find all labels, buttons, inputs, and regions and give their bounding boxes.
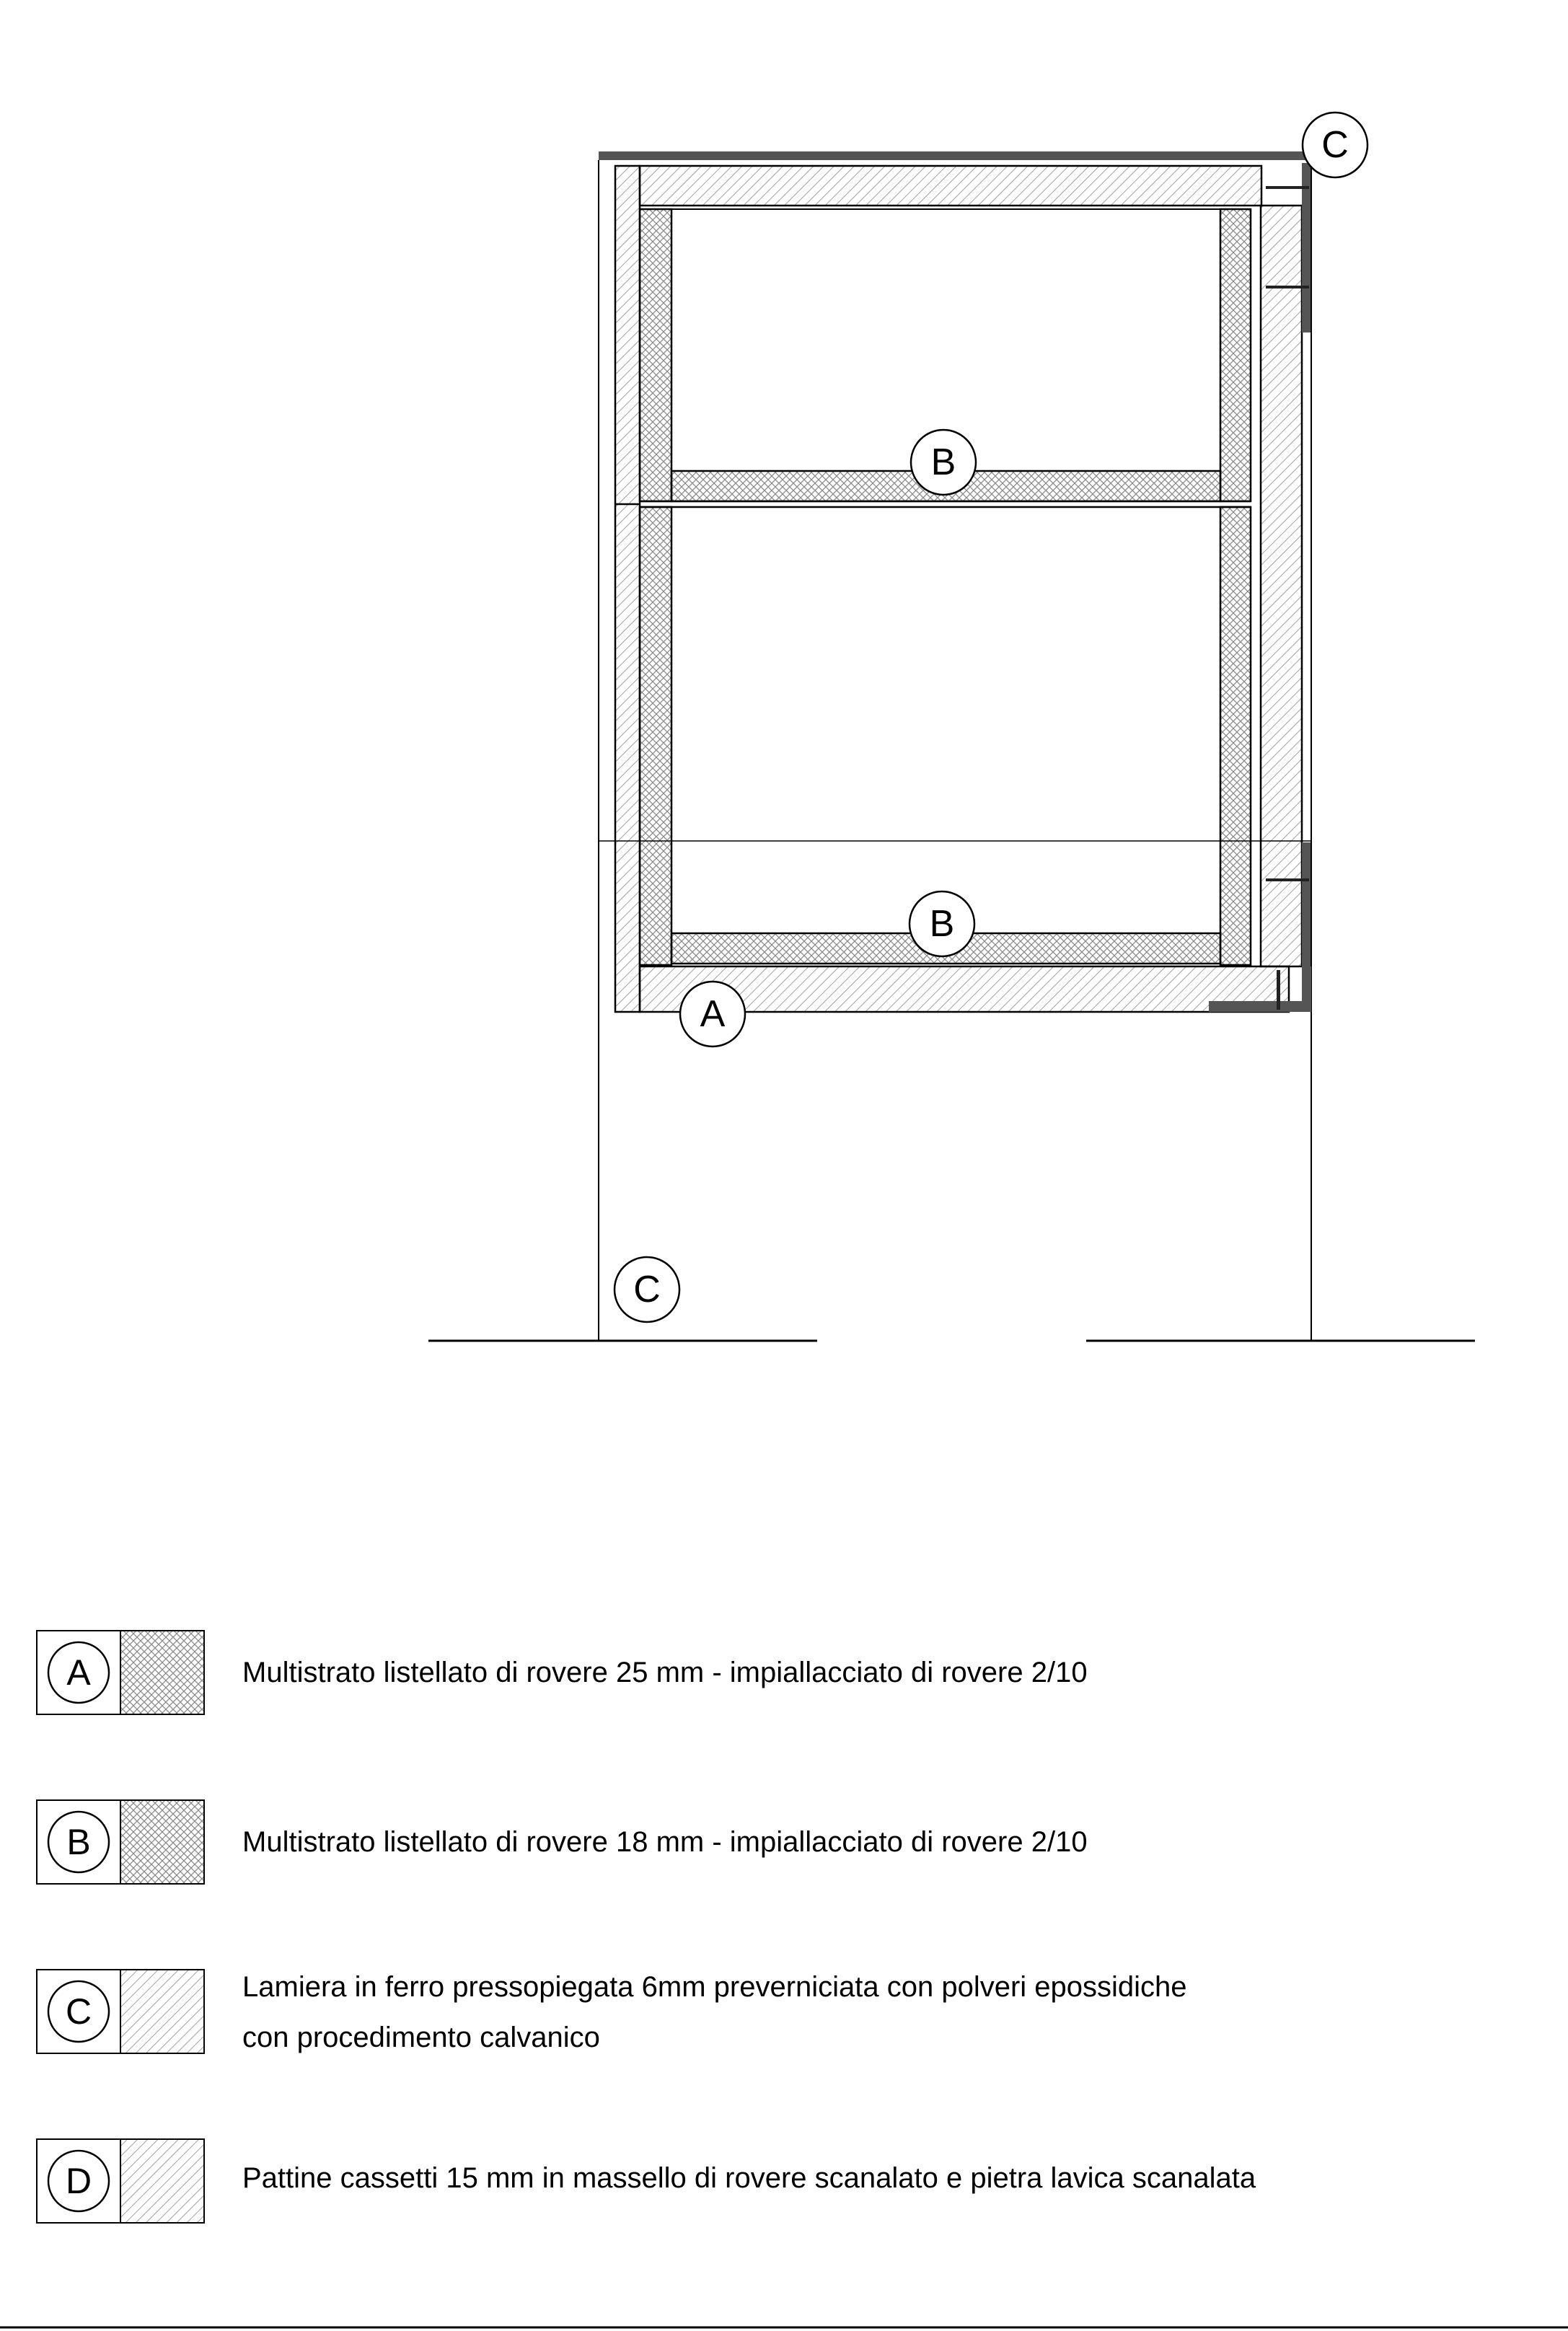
callout-plinth-label: C — [633, 1269, 661, 1310]
legend-text-d — [242, 2153, 1256, 2203]
callout-lower-drawer-label: B — [929, 903, 955, 945]
legend-key-a: A — [66, 1652, 91, 1693]
steel-bracket-3 — [1266, 878, 1309, 881]
right-side-panel — [1261, 206, 1302, 966]
legend-swatch-a — [36, 1630, 205, 1715]
callout-lower-drawer — [909, 891, 974, 956]
left-side-panel — [615, 166, 640, 1012]
top-steel-plate — [599, 151, 1309, 160]
legend-text-a — [242, 1647, 1088, 1698]
callout-top-right-label: C — [1321, 124, 1349, 166]
legend-swatch-b — [36, 1799, 205, 1885]
top-panel — [640, 166, 1261, 206]
callout-upper-drawer — [911, 430, 976, 495]
callout-plinth — [615, 1257, 679, 1322]
legend-line: Multistrato listellato di rovere 18 mm - impiallacciato di rovere 2/10 — [242, 1826, 1088, 1858]
legend-swatch-d — [36, 2138, 205, 2224]
callout-upper-drawer-label: B — [930, 441, 956, 483]
steel-bracket-2 — [1266, 286, 1309, 288]
steel-bracket-1 — [1266, 186, 1309, 189]
legend-key-d: D — [65, 2161, 92, 2201]
legend-line: Lamiera in ferro pressopiegata 6mm preverniciata con polveri epossidiche — [242, 1971, 1187, 2003]
legend-swatch-c — [36, 1969, 205, 2054]
legend-line: Pattine cassetti 15 mm in massello di rovere scanalato e pietra lavica scanalata — [242, 2162, 1256, 2194]
bottom-steel-tab — [1277, 970, 1280, 1010]
legend-key-c: C — [65, 1991, 92, 2032]
legend-line: con procedimento calvanico — [242, 2022, 600, 2053]
callout-top-right — [1303, 113, 1367, 177]
legend-text-b — [242, 1817, 1088, 1867]
callout-bottom-panel — [680, 982, 745, 1046]
legend-key-b: B — [66, 1822, 91, 1862]
legend-text-c — [242, 1962, 1187, 2063]
callout-bottom-panel-label: A — [700, 993, 726, 1035]
legend-line: Multistrato listellato di rovere 25 mm - impiallacciato di rovere 2/10 — [242, 1657, 1088, 1688]
